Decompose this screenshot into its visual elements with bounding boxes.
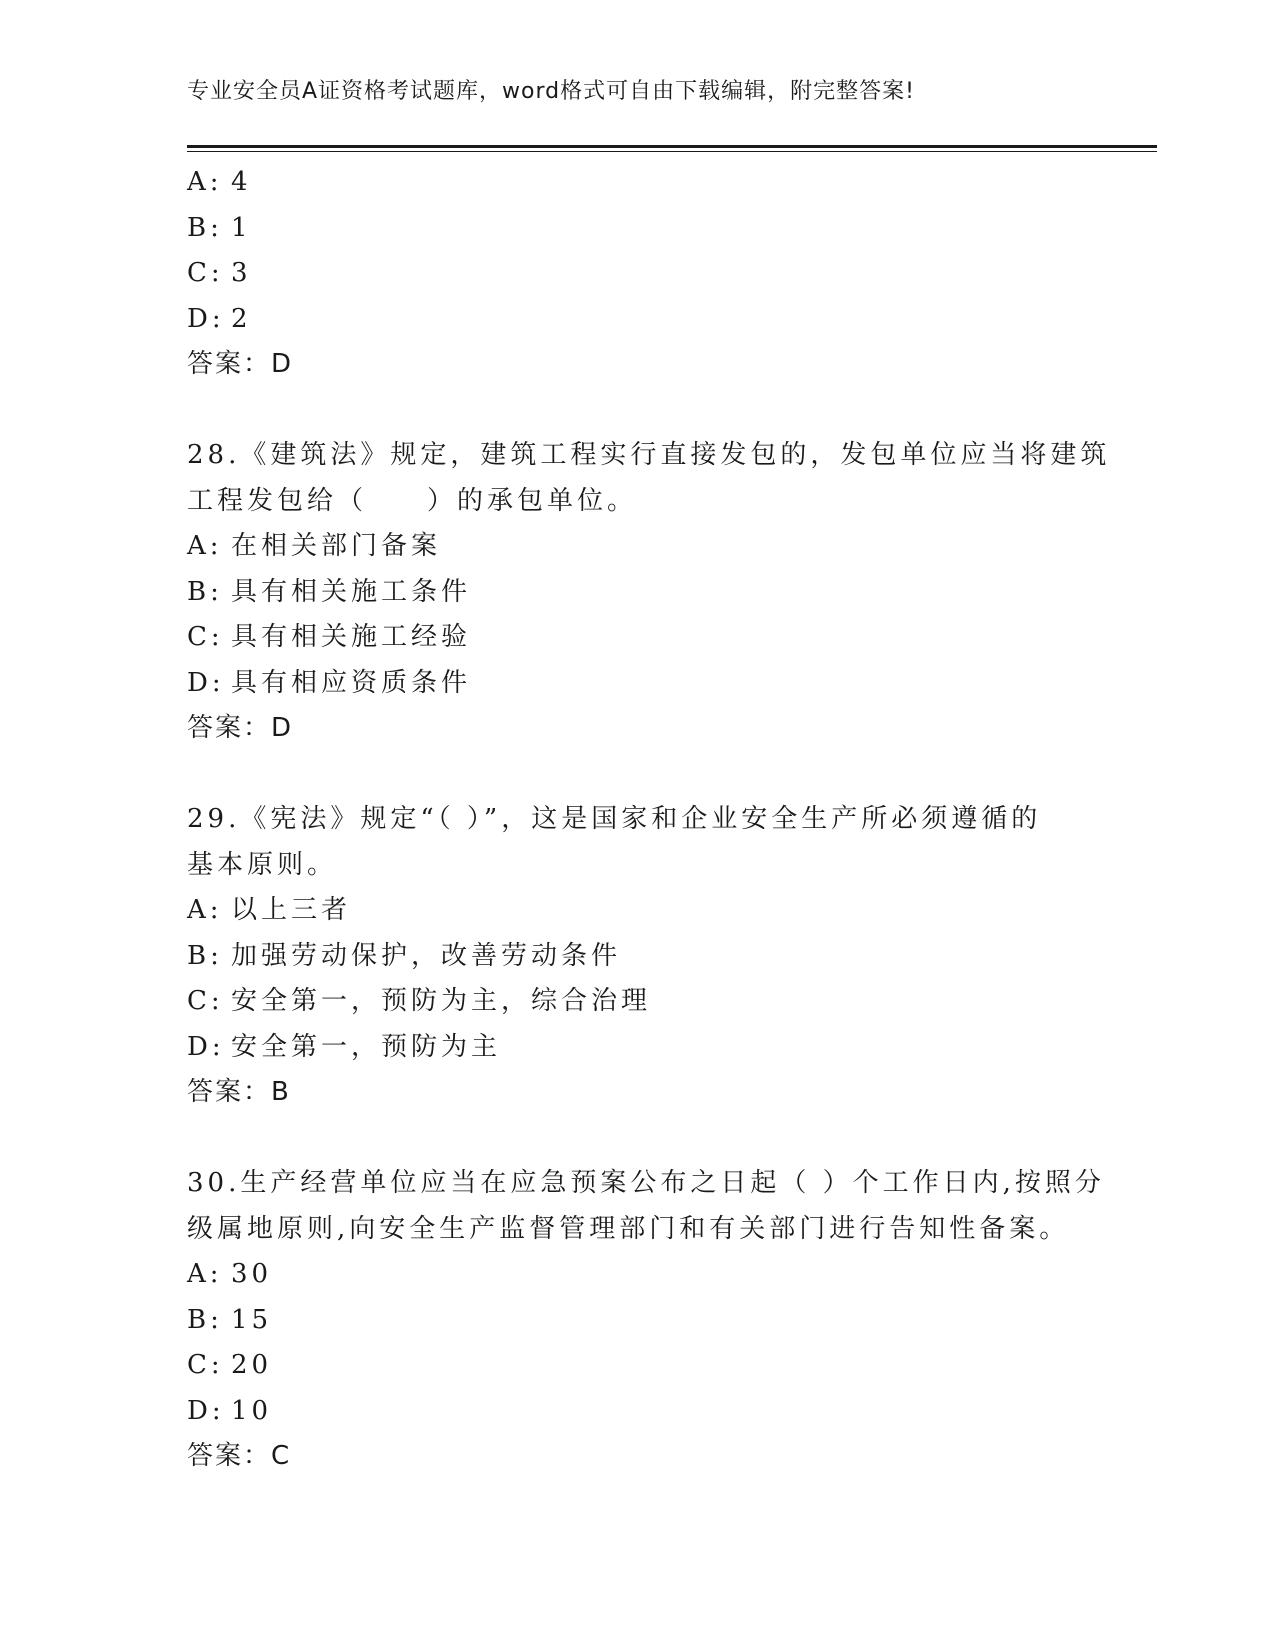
- option-b: B: 15: [187, 1304, 273, 1335]
- question-stem: 工程发包给（ ）的承包单位。: [187, 485, 638, 516]
- question-block-27: [187, 160, 1087, 388]
- answer: 答案：B: [187, 1077, 291, 1107]
- option-b: B: 1: [187, 212, 252, 243]
- question-stem: 29.《宪法》规定“（ ）”，这是国家和企业安全生产所必须遵循的: [187, 804, 1042, 834]
- option-a: A: 在相关部门备案: [187, 531, 442, 561]
- answer: 答案：D: [187, 713, 294, 743]
- option-c: C: 具有相关施工经验: [187, 622, 472, 652]
- question-stem: 28.《建筑法》规定，建筑工程实行直接发包的，发包单位应当将建筑: [187, 440, 1111, 470]
- option-c: C: 安全第一，预防为主，综合治理: [187, 986, 652, 1016]
- option-a: A: 4: [187, 167, 252, 197]
- option-a: A: 以上三者: [187, 895, 352, 925]
- question-stem: 级属地原则,向安全生产监督管理部门和有关部门进行告知性备案。: [187, 1213, 1070, 1244]
- option-a: A: 30: [187, 1259, 273, 1289]
- option-c: C: 3: [187, 258, 252, 288]
- option-d: D: 安全第一，预防为主: [187, 1031, 502, 1062]
- exam-content: [187, 160, 1111, 1480]
- answer: 答案：C: [187, 1441, 292, 1471]
- option-d: D: 2: [187, 303, 252, 334]
- option-c: C: 20: [187, 1350, 273, 1380]
- question-stem: 30.生产经营单位应当在应急预案公布之日起（ ）个工作日内,按照分: [187, 1168, 1105, 1198]
- header-rule-thick: [187, 145, 1157, 148]
- question-block-28: [187, 433, 1111, 752]
- option-b: B: 具有相关施工条件: [187, 576, 472, 607]
- page-header: 专业安全员A证资格考试题库，word格式可自由下载编辑，附完整答案!: [187, 79, 915, 104]
- option-d: D: 10: [187, 1395, 273, 1426]
- answer: 答案：D: [187, 349, 294, 379]
- option-d: D: 具有相应资质条件: [187, 667, 472, 698]
- header-rule-thin: [187, 151, 1157, 152]
- option-b: B: 加强劳动保护，改善劳动条件: [187, 940, 622, 971]
- question-stem: 基本原则。: [187, 849, 338, 880]
- question-block-29: [187, 797, 1087, 1116]
- question-block-30: [187, 1161, 1105, 1480]
